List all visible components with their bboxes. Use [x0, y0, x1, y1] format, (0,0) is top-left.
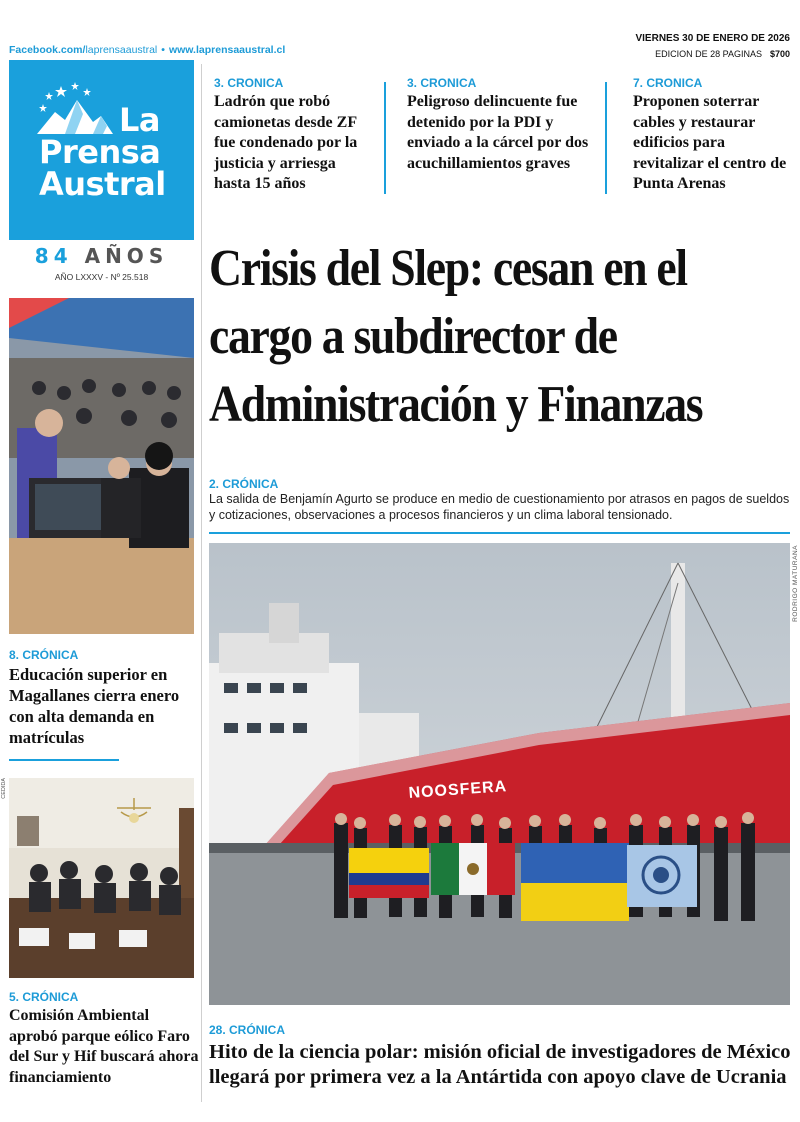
teaser-2[interactable]	[407, 76, 592, 174]
left-divider	[9, 759, 119, 761]
teaser-section: 3. CRONICA	[214, 76, 284, 90]
social-links: Facebook.com/laprensaaustral • www.laprensaaustral.cl	[9, 44, 286, 56]
teaser-headline[interactable]: Peligroso delincuente fue detenido por la PDI y enviado a la cárcel por dos acuchillamientos graves	[407, 93, 589, 172]
flag-mexico	[431, 843, 515, 895]
masthead-logo[interactable]	[9, 60, 194, 240]
teaser-1[interactable]	[214, 76, 374, 195]
main-divider	[209, 532, 790, 534]
bottom-section: 28. CRÓNICA	[209, 1023, 286, 1037]
bottom-headline[interactable]: Hito de la ciencia polar: misión oficial de investigadores de México llegará por primera vez a la Antártida con apoyo clave de Ucrania	[209, 1041, 791, 1088]
teaser-section: 7. CRONICA	[633, 76, 703, 90]
teaser-3[interactable]	[633, 76, 793, 195]
teaser-headline[interactable]: Ladrón que robó camionetas desde ZF fue condenado por la justicia y arriesga hasta 15 años	[214, 93, 358, 192]
left-story-2-headline[interactable]: Comisión Ambiental aprobó parque eólico Faro del Sur y Hif buscará ahora financiamiento	[9, 1007, 199, 1086]
issue-date: VIERNES 30 DE ENERO DE 2026	[635, 33, 790, 44]
teaser-section: 3. CRONICA	[407, 76, 477, 90]
edition-info: EDICION DE 28 PAGINAS $700	[655, 49, 790, 59]
education-photo[interactable]	[9, 298, 194, 634]
main-summary: La salida de Benjamín Agurto se produce en medio de cuestionamiento por atrasos en pagos de sueldos y cotizaciones, observaciones a procesos financieros y un clima laboral tensionado.	[209, 492, 790, 522]
logo-wordmark: La Prensa Austral	[39, 101, 166, 203]
flag-colombia	[349, 848, 429, 898]
main-photo[interactable]	[209, 543, 790, 1005]
photo-credit-2: CEDIDA	[1, 778, 7, 799]
facebook-link[interactable]: Facebook.com/laprensaaustral	[9, 44, 158, 56]
commission-photo[interactable]	[9, 778, 194, 978]
left-story-1-headline[interactable]: Educación superior en Magallanes cierra enero con alta demanda en matrículas	[9, 665, 180, 747]
issue-number: AÑO LXXXV - Nº 25.518	[54, 272, 149, 282]
price: $700	[769, 49, 790, 59]
flag-ukraine	[521, 843, 629, 921]
left-story-2-section: 5. CRÓNICA	[9, 990, 79, 1004]
main-headline[interactable]: Crisis del Slep: cesan en el cargo a subdirector de Administración y Finanzas	[209, 240, 703, 433]
flag-institutional	[627, 845, 697, 907]
ship-name-label: NOOSFERA	[408, 778, 508, 802]
teaser-divider	[605, 82, 607, 194]
teaser-headline[interactable]: Proponen soterrar cables y restaurar edificios para revitalizar el centro de Punta Arenas	[633, 93, 787, 192]
teaser-divider	[384, 82, 386, 194]
photo-credit: RODRIGO MATURANA	[792, 545, 799, 622]
ship-photo-illustration	[209, 543, 790, 1005]
commission-photo-illustration	[9, 778, 194, 978]
column-divider	[201, 64, 202, 1102]
main-section: 2. CRÓNICA	[209, 477, 279, 491]
education-photo-illustration	[9, 298, 194, 634]
website-link[interactable]: www.laprensaaustral.cl	[168, 44, 286, 56]
left-story-1-section: 8. CRÓNICA	[9, 648, 79, 662]
anniversary: 84 AÑOS	[34, 244, 169, 268]
